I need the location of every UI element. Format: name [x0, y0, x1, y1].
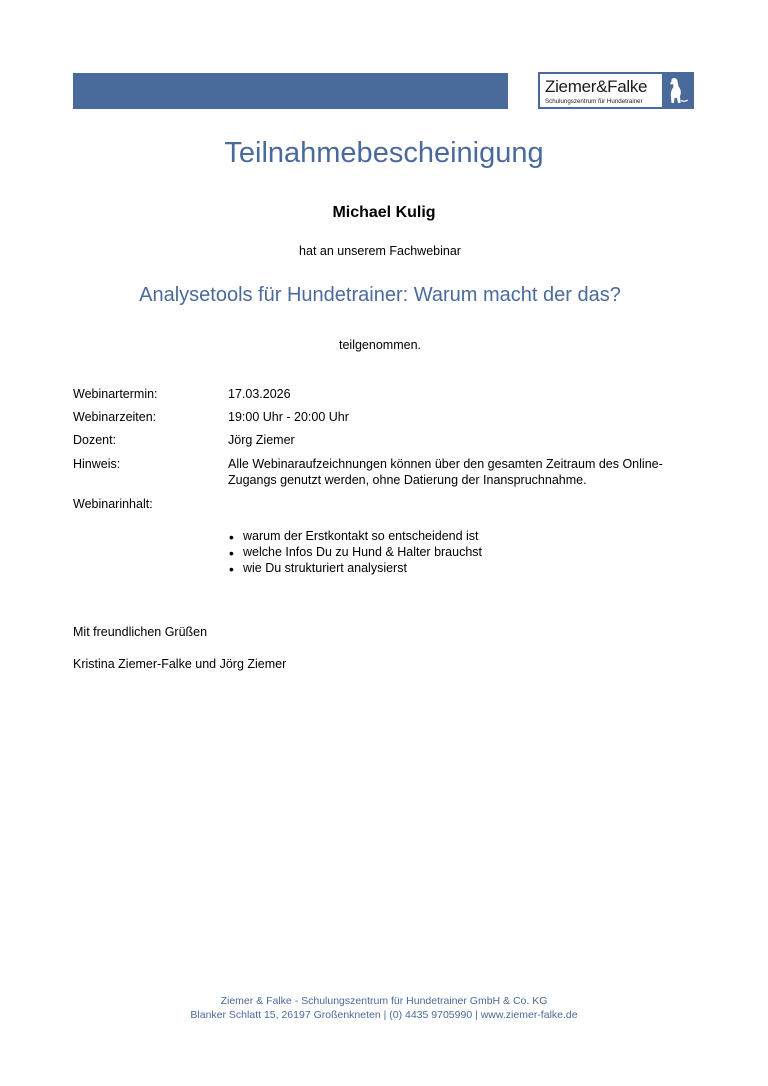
date-value: 17.03.2026: [228, 387, 291, 401]
footer-address: Blanker Schlatt 15, 26197 Großenkneten | (0) 4435 9705990 | www.ziemer-falke.de: [190, 1009, 578, 1021]
times-label: Webinarzeiten:: [73, 410, 157, 424]
times-value: 19:00 Uhr - 20:00 Uhr: [228, 410, 349, 424]
content-list: [229, 528, 482, 576]
logo-subtitle: Schulungszentrum für Hundetrainer: [545, 98, 643, 105]
greeting: Mit freundlichen Grüßen: [73, 625, 208, 639]
lecturer-value: Jörg Ziemer: [228, 433, 295, 447]
footer-company: Ziemer & Falke - Schulungszentrum für Hundetrainer GmbH & Co. KG: [220, 995, 548, 1007]
intro-text: hat an unserem Fachwebinar: [299, 244, 461, 258]
header-bar: [73, 73, 508, 109]
signature: Kristina Ziemer-Falke und Jörg Ziemer: [73, 657, 287, 671]
certificate-title: Teilnahmebescheinigung: [224, 137, 544, 169]
date-label: Webinartermin:: [73, 387, 158, 401]
list-item: • welche Infos Du zu Hund & Halter brauchst: [229, 544, 482, 560]
lecturer-label: Dozent:: [73, 433, 117, 447]
participated-text: teilgenommen.: [339, 338, 421, 352]
content-label: Webinarinhalt:: [73, 497, 153, 511]
participant-name: Michael Kulig: [332, 204, 436, 221]
note-value: Alle Webinaraufzeichnungen können über den gesamten Zeitraum des Online-Zugangs genutzt werden, ohne Datierung der Inanspruchnahme.: [228, 457, 663, 487]
logo-name: Ziemer&Falke: [545, 77, 648, 96]
list-item: • warum der Erstkontakt so entscheidend ist: [229, 528, 482, 544]
company-logo: [538, 72, 694, 109]
note-label: Hinweis:: [73, 457, 121, 471]
list-item: • wie Du strukturiert analysierst: [229, 560, 482, 576]
dog-icon: [662, 74, 692, 107]
course-title: Analysetools für Hundetrainer: Warum macht der das?: [139, 284, 621, 306]
